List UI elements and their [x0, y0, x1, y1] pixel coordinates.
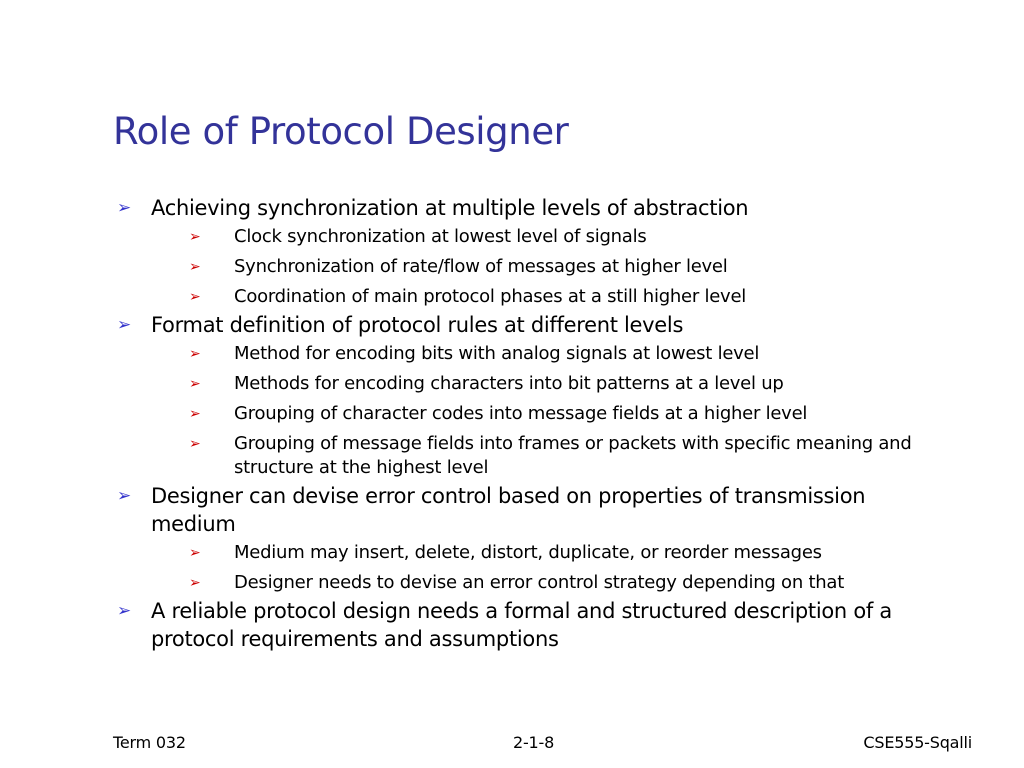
arrow-bullet-icon: ➢ — [189, 575, 201, 591]
arrow-bullet-icon: ➢ — [189, 289, 201, 305]
footer-course: CSE555-Sqalli — [863, 733, 972, 752]
sub-bullet-item — [189, 541, 953, 565]
arrow-bullet-icon: ➢ — [189, 376, 201, 392]
bullet-item — [113, 482, 953, 595]
sub-bullet-item — [189, 342, 953, 366]
bullet-list — [113, 192, 953, 653]
bullet-item — [113, 597, 953, 653]
arrow-bullet-icon: ➢ — [117, 486, 131, 506]
sub-bullet-list — [151, 342, 953, 480]
arrow-bullet-icon: ➢ — [117, 315, 131, 335]
bullet-text: Achieving synchronization at multiple levels of abstraction — [151, 196, 749, 220]
sub-bullet-text: Methods for encoding characters into bit patterns at a level up — [234, 373, 784, 394]
slide-title: Role of Protocol Designer — [113, 110, 569, 153]
footer-page-number: 2-1-8 — [513, 733, 555, 752]
sub-bullet-item — [189, 432, 953, 480]
arrow-bullet-icon: ➢ — [189, 259, 201, 275]
arrow-bullet-icon: ➢ — [189, 346, 201, 362]
sub-bullet-list — [151, 225, 953, 309]
sub-bullet-text: Designer needs to devise an error control strategy depending on that — [234, 572, 845, 593]
sub-bullet-text: Clock synchronization at lowest level of signals — [234, 226, 647, 247]
sub-bullet-text: Grouping of message fields into frames or packets with specific meaning and structure at the highest level — [234, 433, 912, 478]
sub-bullet-item — [189, 225, 953, 249]
bullet-item — [113, 311, 953, 480]
arrow-bullet-icon: ➢ — [189, 436, 201, 452]
sub-bullet-list — [151, 541, 953, 595]
sub-bullet-item — [189, 571, 953, 595]
arrow-bullet-icon: ➢ — [189, 229, 201, 245]
bullet-item — [113, 194, 953, 309]
sub-bullet-item — [189, 285, 953, 309]
footer-term: Term 032 — [113, 733, 186, 752]
sub-bullet-item — [189, 255, 953, 279]
bullet-text: Designer can devise error control based on properties of transmission medium — [151, 484, 866, 536]
bullet-text: A reliable protocol design needs a formal and structured description of a protocol requirements and assumptions — [151, 599, 892, 651]
sub-bullet-text: Grouping of character codes into message fields at a higher level — [234, 403, 808, 424]
arrow-bullet-icon: ➢ — [117, 601, 131, 621]
arrow-bullet-icon: ➢ — [189, 406, 201, 422]
sub-bullet-text: Method for encoding bits with analog signals at lowest level — [234, 343, 760, 364]
sub-bullet-text: Synchronization of rate/flow of messages at higher level — [234, 256, 728, 277]
sub-bullet-text: Coordination of main protocol phases at a still higher level — [234, 286, 747, 307]
bullet-text: Format definition of protocol rules at different levels — [151, 313, 684, 337]
sub-bullet-item — [189, 372, 953, 396]
sub-bullet-item — [189, 402, 953, 426]
sub-bullet-text: Medium may insert, delete, distort, duplicate, or reorder messages — [234, 542, 822, 563]
arrow-bullet-icon: ➢ — [189, 545, 201, 561]
arrow-bullet-icon: ➢ — [117, 198, 131, 218]
